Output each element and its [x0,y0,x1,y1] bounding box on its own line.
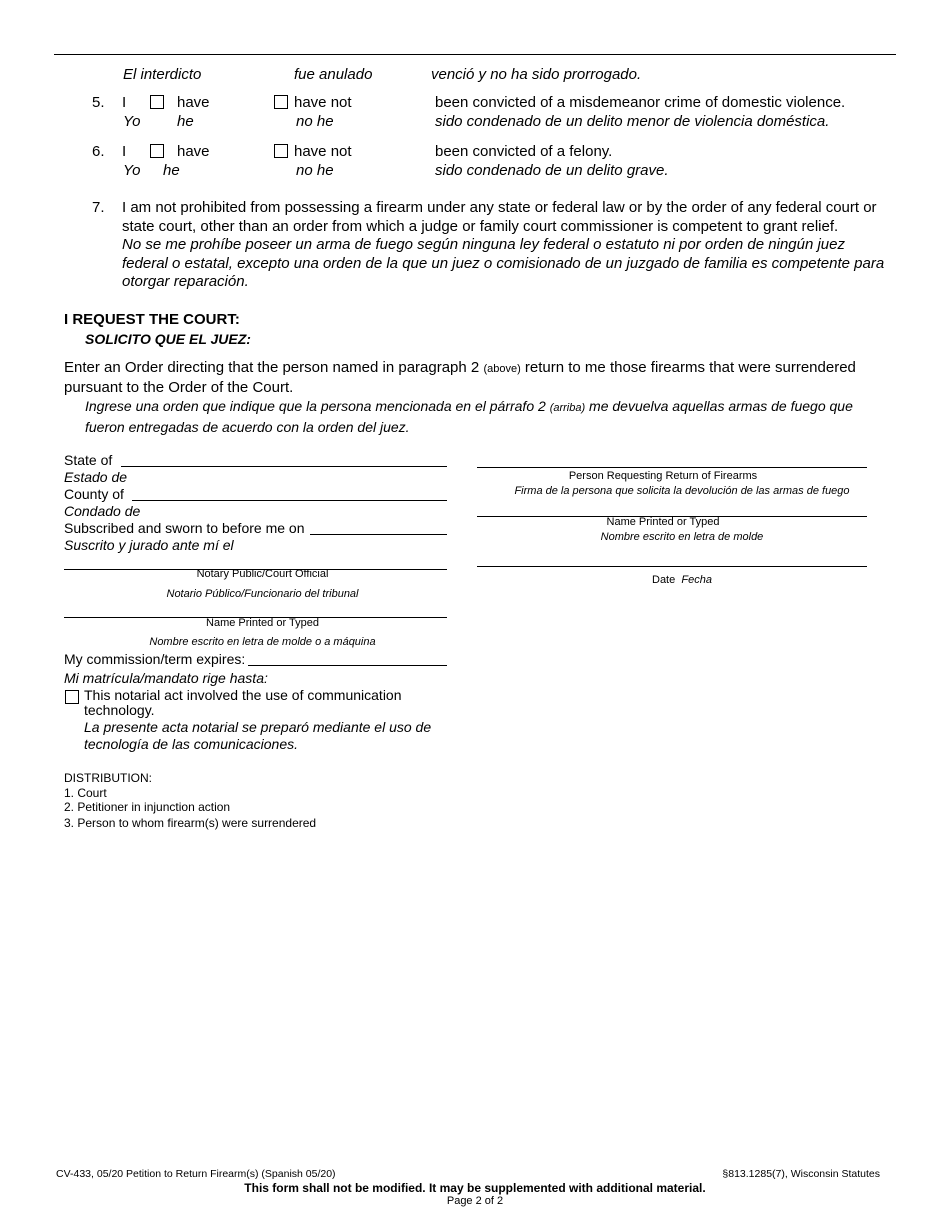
state-of-field[interactable] [121,466,447,467]
item5-have-checkbox[interactable] [150,95,164,109]
item6-he: he [163,162,180,179]
item5-text-en: been convicted of a misdemeanor crime of domestic violence. [435,94,846,111]
item6-have-checkbox[interactable] [150,144,164,158]
commission-label: My commission/term expires: [64,651,246,667]
communication-tech-checkbox[interactable] [65,690,79,704]
date-label-group [652,574,712,586]
row-expired-col1: El interdicto [123,66,202,83]
distribution-item: 3. Person to whom firearm(s) were surrendered [64,816,317,830]
petitioner-signature-line[interactable] [477,467,867,468]
request-above-note: (above) [483,363,521,375]
request-text-es [85,397,885,437]
estado-de-label: Estado de [64,469,128,485]
item5-have-not-checkbox[interactable] [274,95,288,109]
request-heading-es: SOLICITO QUE EL JUEZ: [85,331,251,347]
date-line[interactable] [477,566,867,567]
request-arriba-note: (arriba) [549,402,586,414]
commission-field[interactable] [248,665,447,666]
item6-yo: Yo [123,162,141,179]
item6-i: I [122,143,127,160]
item6-text-en: been convicted of a felony. [435,143,613,160]
notary-official-label-es: Notario Público/Funcionario del tribunal [166,588,359,600]
county-of-label: County of [64,486,124,502]
subscribed-label: Subscribed and sworn to before me on [64,520,305,536]
notary-name-label: Name Printed or Typed [206,617,319,629]
distribution-item: 1. Court [64,786,107,800]
notary-name-label-es: Nombre escrito en letra de molde o a máquina [149,636,376,648]
distribution-title: DISTRIBUTION: [64,771,153,785]
footer-form-id: CV-433, 05/20 Petition to Return Firearm(s) (Spanish 05/20) [56,1168,336,1180]
item5-i: I [122,94,127,111]
item6-have-not-label: have not [294,143,352,160]
item6-have-not-checkbox[interactable] [274,144,288,158]
item6-have-label: have [177,143,210,160]
distribution-item: 2. Petitioner in injunction action [64,800,231,814]
state-of-label: State of [64,452,113,468]
item7-text-en: I am not prohibited from possessing a firearm under any state or federal law or by the order of any federal court or state court, other than an order from which a judge or family court commissioner is competent to grant relief. [122,199,877,235]
notary-official-label: Notary Public/Court Official [196,568,329,580]
item6-text-es: sido condenado de un delito grave. [435,162,669,179]
item5-have-not-label: have not [294,94,352,111]
petitioner-signature-label: Person Requesting Return of Firearms [568,470,758,482]
request-heading: I REQUEST THE COURT: [64,311,240,328]
item7-text-es: No se me prohíbe poseer un arma de fuego según ninguna ley federal o estatuto ni por orden de ningún juez federal o estatal, excepto una orden de la que un juez o comisionado de un juzgado de familia es competente para otorgar reparación. [122,236,885,290]
request-text-es-part1: Ingrese una orden que indique que la persona mencionada en el párrafo 2 [85,398,546,414]
item7-number: 7. [92,199,105,216]
commission-label-es: Mi matrícula/mandato rige hasta: [64,670,268,686]
petitioner-name-label: Name Printed or Typed [606,516,720,528]
subscribed-date-field[interactable] [310,534,447,535]
request-text-en [64,359,894,397]
suscrito-label: Suscrito y jurado ante mí el [64,537,234,553]
item5-text-es: sido condenado de un delito menor de violencia doméstica. [435,113,830,130]
date-label-es: Fecha [681,574,712,586]
item6-no-he: no he [296,162,334,179]
petitioner-signature-label-es: Firma de la persona que solicita la devolución de las armas de fuego [514,485,850,497]
item5-no-he: no he [296,113,334,130]
communication-tech-label: This notarial act involved the use of communication technology. [84,687,402,718]
item5-number: 5. [92,94,105,111]
item5-he: he [177,113,194,130]
item6-number: 6. [92,143,105,160]
condado-de-label: Condado de [64,503,141,519]
request-text-en-part1: Enter an Order directing that the person named in paragraph 2 [64,359,480,376]
petitioner-name-label-es: Nombre escrito en letra de molde [600,531,764,543]
communication-tech-label-es: La presente acta notarial se preparó mediante el uso de tecnología de las comunicaciones. [84,719,432,752]
item5-have-label: have [177,94,210,111]
top-rule [54,54,896,55]
date-label: Date [652,574,676,586]
row-expired-col3: venció y no ha sido prorrogado. [431,66,642,83]
footer-page-number: Page 2 of 2 [446,1195,504,1207]
item5-yo: Yo [123,113,141,130]
footer-notice: This form shall not be modified. It may be supplemented with additional material. [244,1181,706,1195]
row-expired-col2: fue anulado [294,66,373,83]
footer-statute: §813.1285(7), Wisconsin Statutes [722,1168,880,1180]
request-text-es-part2: me devuelva aquellas armas de fuego que fueron entregadas de acuerdo con la orden del juez. [85,398,853,435]
county-of-field[interactable] [132,500,447,501]
request-text-en-part2: return to me those firearms that were surrendered pursuant to the Order of the Court. [64,359,856,396]
